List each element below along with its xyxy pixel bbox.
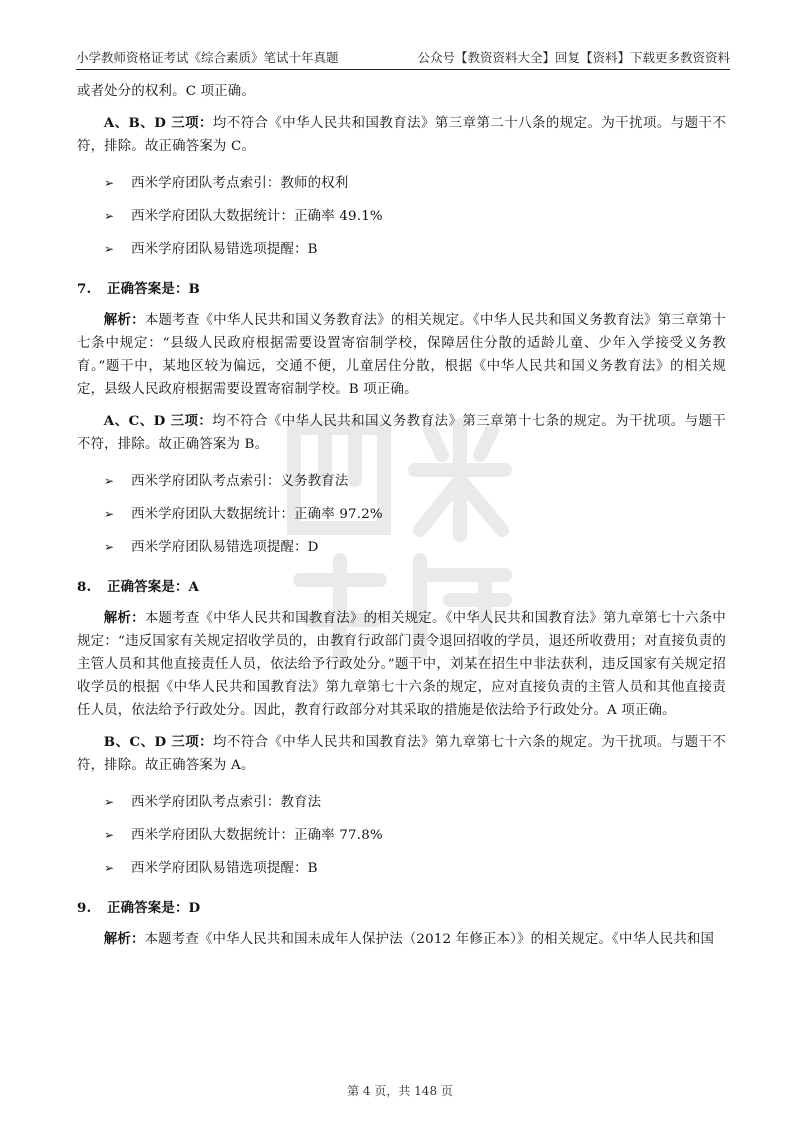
- page-number: 第 4 页，共 148 页: [347, 1084, 453, 1098]
- list-item: [77, 465, 726, 498]
- analysis-paragraph: [77, 309, 726, 401]
- analysis-label: 解析：: [103, 610, 145, 626]
- arrow-bullet-icon: ➢: [104, 474, 115, 488]
- list-item: [77, 531, 726, 564]
- arrow-bullet-icon: ➢: [104, 795, 115, 809]
- list-item-text: 西米学府团队易错选项提醒：B: [131, 861, 318, 876]
- question-heading: [77, 576, 726, 599]
- list-item: [77, 167, 726, 200]
- analysis-text: 本题考查《中华人民共和国未成年人保护法（2012 年修正本）》的相关规定。《中华人民共和国: [144, 932, 715, 947]
- team-notes: [77, 167, 726, 266]
- list-item-text: 西米学府团队大数据统计：正确率 97.2%: [131, 507, 383, 522]
- options-text: 均不符合《中华人民共和国义务教育法》第三章第十七条的规定。为干扰项。与题干不符，排除。故正确答案为 B。: [77, 414, 727, 452]
- list-item: [77, 786, 726, 819]
- question-heading: [77, 897, 726, 920]
- paragraph: 或者处分的权利。C 项正确。: [77, 84, 255, 99]
- list-item: [77, 852, 726, 885]
- analysis-text: 本题考查《中华人民共和国义务教育法》的相关规定。《中华人民共和国义务教育法》第三章第十七条中规定：“县级人民政府根据需要设置寄宿制学校，保障居住分散的适龄儿童、少年入学接受义务教育。”题干中，某地区较为偏远，交通不便，儿童居住分散，根据《中华人民共和国义务教育法》的相关规定，县级人民政府根据需要设置寄宿制学校。B 项正确。: [77, 313, 726, 397]
- list-item-text: 西米学府团队易错选项提醒：D: [131, 540, 319, 555]
- list-item: [77, 233, 726, 266]
- header-title: 小学教师资格证考试《综合素质》笔试十年真题: [76, 50, 339, 65]
- question-number: 8.: [77, 579, 92, 595]
- list-item-text: 西米学府团队考点索引：教师的权利: [131, 176, 349, 191]
- analysis-paragraph: [77, 928, 726, 951]
- analysis-paragraph: [77, 607, 726, 722]
- answer-heading: 正确答案是：B: [107, 281, 201, 297]
- arrow-bullet-icon: ➢: [104, 828, 115, 842]
- paragraph: [77, 410, 726, 456]
- options-label: B、C、D 三项：: [103, 734, 214, 750]
- team-notes: [77, 465, 726, 564]
- paragraph: [77, 731, 726, 777]
- answer-heading: 正确答案是：A: [107, 579, 200, 595]
- question-number: 9.: [77, 900, 92, 916]
- arrow-bullet-icon: ➢: [104, 176, 115, 190]
- question-heading: [77, 278, 726, 301]
- list-item-text: 西米学府团队考点索引：义务教育法: [131, 474, 349, 489]
- list-item: [77, 200, 726, 233]
- question-number: 7.: [77, 281, 92, 297]
- arrow-bullet-icon: ➢: [104, 540, 115, 554]
- list-item-text: 西米学府团队大数据统计：正确率 49.1%: [131, 209, 383, 224]
- analysis-text: 本题考查《中华人民共和国教育法》的相关规定。《中华人民共和国教育法》第九章第七十六条中规定：“违反国家有关规定招收学员的，由教育行政部门责令退回招收的学员，退还所收费用；对直接负责的主管人员和其他直接责任人员，依法给予行政处分。”题干中，刘某在招生中非法获利，违反国家有关规定招收学员的根据《中华人民共和国教育法》第九章第七十六条的规定，应对直接负责的主管人员和其他直接责任人员，依法给予行政处分。因此，教育行政部分对其采取的措施是依法给予行政处分。A 项正确。: [77, 611, 726, 718]
- arrow-bullet-icon: ➢: [104, 861, 115, 875]
- options-text: 均不符合《中华人民共和国教育法》第三章第二十八条的规定。为干扰项。与题干不符，排除。故正确答案为 C。: [77, 116, 726, 154]
- arrow-bullet-icon: ➢: [104, 209, 115, 223]
- page-header: [76, 46, 730, 70]
- team-notes: [77, 786, 726, 885]
- options-text: 均不符合《中华人民共和国教育法》第九章第七十六条的规定。为干扰项。与题干不符，排除。故正确答案为 A。: [77, 735, 726, 773]
- header-promo: 公众号【教资资料大全】回复【资料】下载更多教资资料: [417, 50, 730, 65]
- list-item-text: 西米学府团队易错选项提醒：B: [131, 242, 318, 257]
- arrow-bullet-icon: ➢: [104, 507, 115, 521]
- list-item: [77, 498, 726, 531]
- list-item-text: 西米学府团队大数据统计：正确率 77.8%: [131, 828, 383, 843]
- paragraph: [77, 112, 726, 158]
- analysis-label: 解析：: [103, 931, 145, 947]
- answer-heading: 正确答案是：D: [107, 900, 201, 916]
- options-label: A、C、D 三项：: [103, 413, 213, 429]
- list-item-text: 西米学府团队考点索引：教育法: [131, 795, 322, 810]
- options-label: A、B、D 三项：: [103, 115, 213, 131]
- analysis-label: 解析：: [103, 312, 145, 328]
- document-body: [77, 80, 726, 960]
- list-item: [77, 819, 726, 852]
- arrow-bullet-icon: ➢: [104, 242, 115, 256]
